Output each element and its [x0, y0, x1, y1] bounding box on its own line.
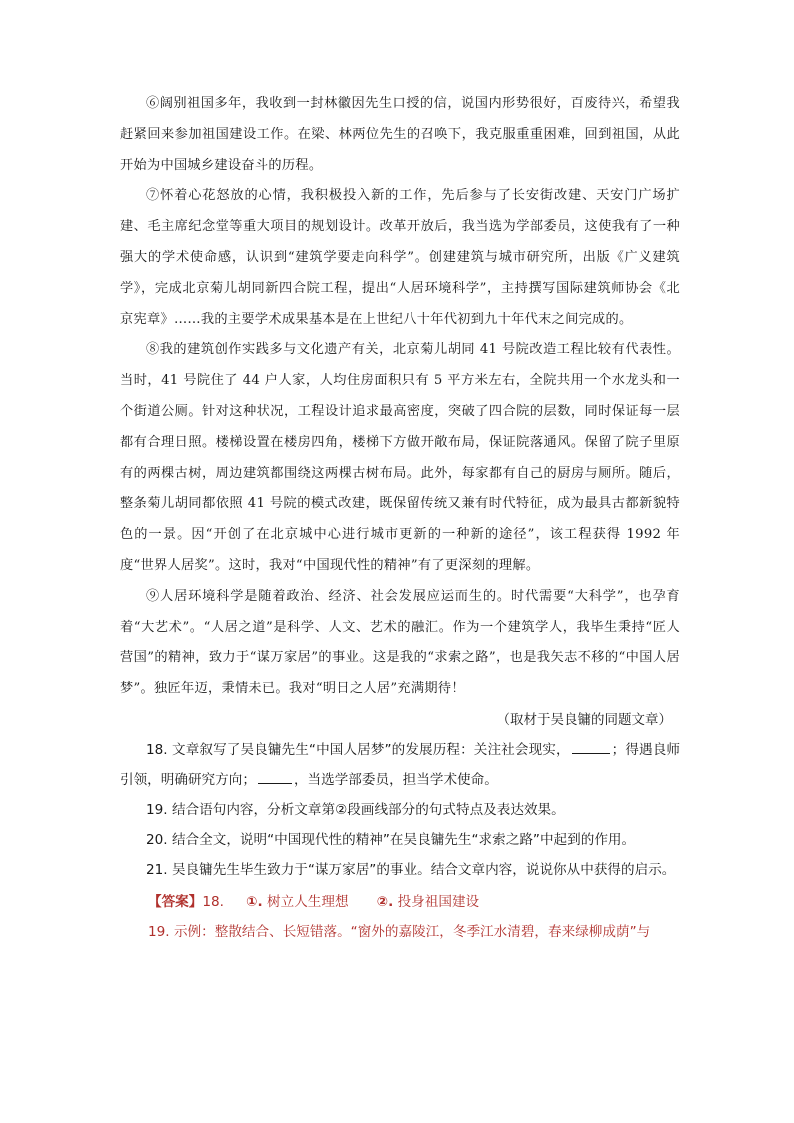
question-18-part3: ，当选学部委员，担当学术使命。: [293, 771, 498, 788]
answer-blank-1[interactable]: [572, 739, 610, 754]
paragraph-7: ⑦怀着心花怒放的心情，我积极投入新的工作，先后参与了长安街改建、天安门广场扩建、毛主席纪念堂等重大项目的规划设计。改革开放后，我当选为学部委员，这使我有了一种强大的学术使命感，认识到“建筑学要走向科学”。创建建筑与城市研究所，出版《广义建筑学》，完成北京菊儿胡同新四合院工程，提出“人居环境科学”，主持撰写国际建筑师协会《北京宪章》……我的主要学术成果基本是在上世纪八十年代初到九十年代末之间完成的。: [120, 188, 680, 327]
answer-18: [120, 887, 680, 917]
document-content: [120, 89, 680, 947]
answer-option-1-mark: ①.: [246, 893, 263, 910]
answer-option-2-mark: ②.: [376, 893, 394, 910]
answer-option-2-text: 投身祖国建设: [397, 893, 480, 910]
question-18: [120, 735, 680, 795]
question-20: 20. 结合全文，说明“中国现代性的精神”在吴良镛先生“求索之路”中起到的作用。: [146, 831, 636, 848]
question-19: 19. 结合语句内容，分析文章第②段画线部分的句式特点及表达效果。: [146, 801, 565, 818]
answer-19: 19. 示例：整散结合、长短错落。“窗外的嘉陵江，冬季江水清碧，春来绿柳成荫”与: [148, 923, 651, 940]
paragraph-8: ⑧我的建筑创作实践多与文化遗产有关，北京菊儿胡同 41 号院改造工程比较有代表性。当时，41 号院住了 44 户人家，人均住房面积只有 5 平方米左右，全院共用一个水龙头和一个街道公厕。针对这种状况，工程设计追求最高密度，突破了四合院的层数，同时保证每一层都有合理日照。楼梯设置在楼房四角，楼梯下方做开敞布局，保证院落通风。保留了院子里原有的两棵古树，周边建筑都围绕这两棵古树布局。此外，每家都有自己的厨房与厕所。随后，整条菊儿胡同都依照 41 号院的模式改建，既保留传统又兼有时代特征，成为最具古都新貌特色的一景。因“开创了在北京城中心进行城市更新的一种新的途径”，该工程获得 1992 年度“世界人居奖”。这时，我对“中国现代性的精神”有了更深刻的理解。: [120, 342, 680, 573]
paragraph-6: ⑥阔别祖国多年，我收到一封林徽因先生口授的信，说国内形势很好，百废待兴，希望我赶紧回来参加祖国建设工作。在梁、林两位先生的召唤下，我克服重重困难，回到祖国，从此开始为中国城乡建设奋斗的历程。: [120, 96, 680, 173]
answer-tag: 【答案】: [148, 893, 203, 910]
paragraph-9: ⑨人居环境科学是随着政治、经济、社会发展应运而生的。时代需要“大科学”，也孕育着“大艺术”。“人居之道”是科学、人文、艺术的融汇。作为一个建筑学人，我毕生秉持“匠人营国”的精神，致力于“谋万家居”的事业。这是我的“求索之路”，也是我矢志不移的“中国人居梦”。独匠年迈，秉情未已。我对“明日之人居”充满期待！: [120, 588, 680, 697]
question-18-part1: 18. 文章叙写了吴良镛先生“中国人居梦”的发展历程：关注社会现实，: [146, 741, 570, 758]
answer-number: 18.: [202, 893, 224, 910]
answer-option-1-text: 树立人生理想: [267, 893, 349, 910]
answer-blank-2[interactable]: [258, 769, 292, 784]
question-18-part2: ；得遇良师引领，明确研究方向；: [120, 741, 680, 788]
source-note: （取材于吴良镛的同题文章）: [496, 711, 672, 728]
question-21: 21. 吴良镛先生毕生致力于“谋万家居”的事业。结合文章内容，说说你从中获得的启示。: [146, 861, 676, 878]
